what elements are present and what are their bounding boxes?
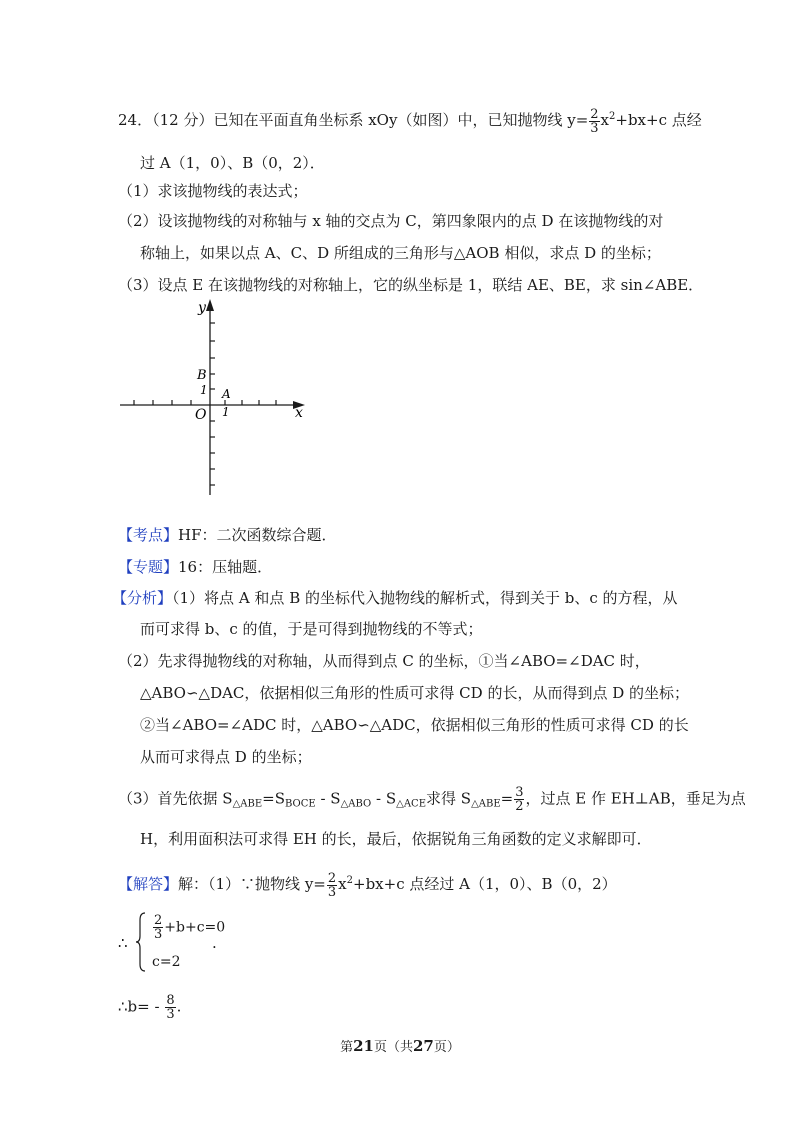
- question-2-line-1: （2）设该抛物线的对称轴与 x 轴的交点为 C，第四象限内的点 D 在该抛物线的对: [118, 212, 664, 230]
- coordinate-figure: [115, 295, 315, 500]
- y-ticks: [210, 323, 215, 485]
- parabola-fraction: $\frac{2}{3}$: [590, 106, 599, 136]
- y-axis-arrow: [206, 299, 214, 311]
- kaodian-tag: 【考点】: [118, 526, 179, 544]
- page-footer: 第21页（共27页）: [340, 1037, 460, 1055]
- question-1: （1）求该抛物线的表达式；: [118, 182, 308, 200]
- question-2-line-2: 称轴上，如果以点 A、C、D 所组成的三角形与△AOB 相似，求点 D 的坐标；: [140, 244, 661, 262]
- origin-label: O: [195, 407, 207, 423]
- system-row-2: c=2: [152, 954, 181, 970]
- equation-system: [136, 912, 236, 974]
- fenxi-line-8: H，利用面积法可求得 EH 的长，最后，依据锐角三角函数的定义求解即可．: [140, 830, 652, 848]
- x-ticks: [134, 400, 276, 405]
- zhuanti-line: 【专题】16：压轴题．: [118, 558, 273, 576]
- problem-intro: 24．（12 分）已知在平面直角坐标系 xOy（如图）中，已知抛物线: [118, 111, 568, 129]
- area-fraction: $\frac{3}{2}$: [515, 785, 524, 814]
- system-row-1: $\frac{2}{3}$ +b+c=0: [154, 913, 226, 942]
- fenxi-line-6: 从而可求得点 D 的坐标；: [140, 748, 312, 766]
- jieda-fraction: $\frac{2}{3}$: [327, 870, 337, 900]
- question-3: （3）设点 E 在该抛物线的对称轴上，它的纵坐标是 1，联结 AE、BE，求 sin∠ABE．: [118, 276, 704, 294]
- therefore-symbol: ∴: [118, 934, 128, 952]
- fenxi-line-2: 而可求得 b、c 的值，于是可得到抛物线的不等式；: [140, 620, 483, 638]
- jieda-line-1: 【解答】解：（1）∵抛物线 y= $\frac{2}{3}$ $x^2+bx+c$ 点经过 A（1，0）、B（0，2）: [118, 870, 617, 900]
- fenxi-tag: 【分析】: [112, 589, 173, 607]
- y-axis-label: y: [198, 300, 206, 316]
- zhuanti-tag: 【专题】: [118, 558, 179, 576]
- fenxi-line-7: （3）首先依据 $S_{\triangle ABE}=S_{BOCE} - S_{\triangle ABO} - S_{\triangle ACE}$求得 $S_{\triangle ABE}=$ $\frac{3}{2}$ ，过点 E 作 EH⊥AB，垂足为点: [118, 785, 746, 814]
- x-axis-label: x: [295, 405, 303, 421]
- parabola-y: y=: [567, 111, 589, 129]
- answer-b-line: ∴b= - $\frac{8}{3}$ .: [118, 993, 182, 1022]
- point-b-label: B: [197, 368, 207, 383]
- point-a-label: A: [222, 387, 231, 401]
- page-number: 21: [353, 1037, 374, 1055]
- kaodian-line: 【考点】HF：二次函数综合题．: [118, 526, 337, 544]
- fenxi-line-4: △ABO∽△DAC，依据相似三角形的性质可求得 CD 的长，从而得到点 D 的坐标；: [140, 684, 690, 702]
- system-brace: [136, 912, 146, 972]
- jieda-tag: 【解答】: [118, 875, 179, 893]
- system-end: .: [212, 934, 217, 952]
- x-unit-label: 1: [222, 405, 230, 419]
- fenxi-line-1: 【分析】（1）将点 A 和点 B 的坐标代入抛物线的解析式，得到关于 b、c 的方程，从: [112, 589, 678, 607]
- fenxi-line-3: （2）先求得抛物线的对称轴，从而得到点 C 的坐标，①当∠ABO=∠DAC 时，: [118, 652, 650, 670]
- problem-line-1: 24．（12 分）已知在平面直角坐标系 xOy（如图）中，已知抛物线 y= $\frac{2}{3}$ $x^2+bx+c$ 点经: [118, 106, 702, 136]
- problem-line-2: 过 A（1，0）、B（0，2）．: [140, 154, 325, 172]
- page-total: 27: [413, 1037, 434, 1055]
- answer-b-fraction: $\frac{8}{3}$: [166, 993, 175, 1022]
- fenxi-line-5: ②当∠ABO=∠ADC 时，△ABO∽△ADC，依据相似三角形的性质可求得 CD 的长: [140, 716, 689, 734]
- y-unit-label: 1: [200, 383, 208, 397]
